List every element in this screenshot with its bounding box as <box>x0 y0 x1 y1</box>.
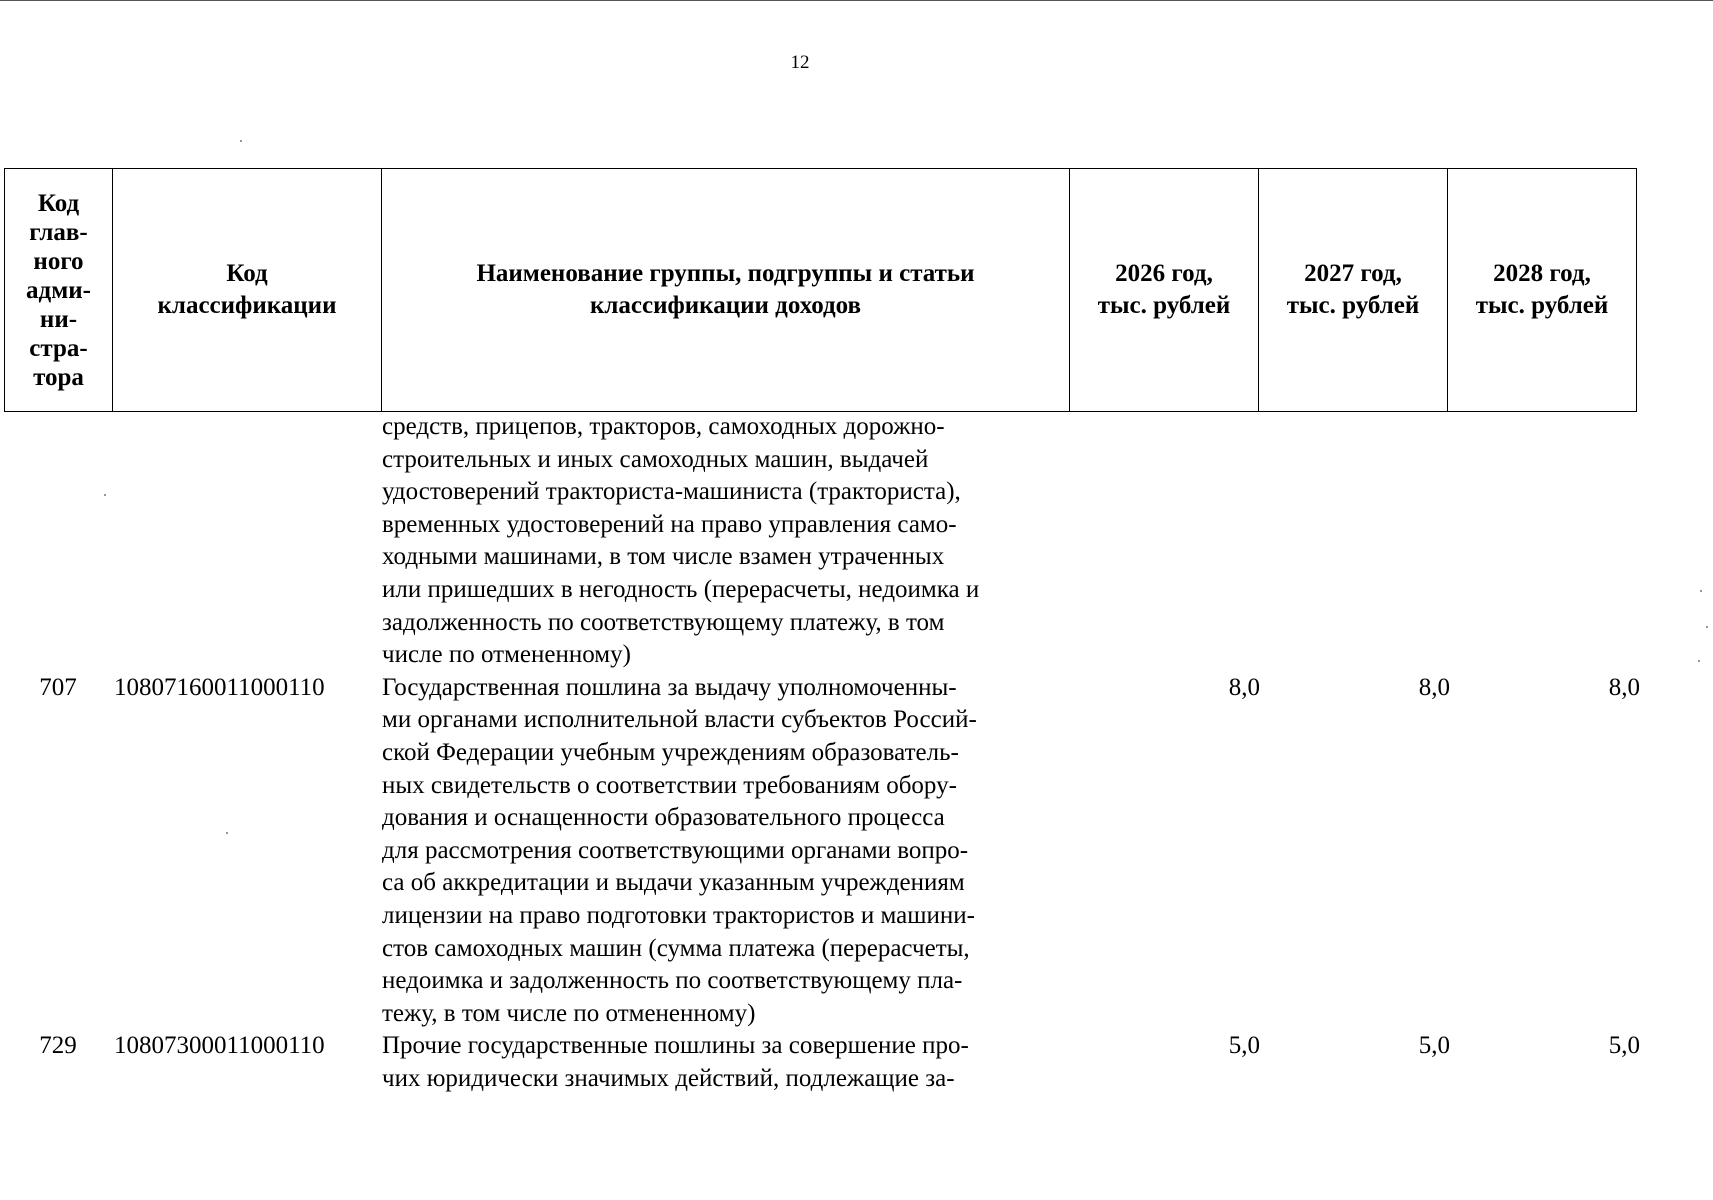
scan-speck <box>1706 626 1708 628</box>
cell-value-2026: 5,0 <box>1228 1032 1260 1060</box>
header-income-name <box>382 169 1070 412</box>
cell-value-2028: 5,0 <box>1608 1032 1640 1060</box>
scan-speck <box>240 140 242 142</box>
header-row <box>5 169 1637 412</box>
table-row <box>0 672 1713 1031</box>
income-name-line: дования и оснащенности образовательного процесса <box>382 804 945 832</box>
income-name-line: Государственная пошлина за выдачу уполномоченны- <box>382 673 957 701</box>
header-admin-code-line: глав- <box>29 218 88 246</box>
scan-speck <box>1698 660 1700 662</box>
income-name-line: лицензии на право подготовки трактористов и машини- <box>382 901 975 929</box>
cell-income-name <box>382 672 1072 1031</box>
income-name-line: стов самоходных машин (сумма платежа (перерасчеты, <box>382 934 970 962</box>
header-year-2027-line: тыс. рублей <box>1286 292 1420 319</box>
header-year-2027-line: 2027 год, <box>1304 260 1402 287</box>
cell-classification-code: 10807160011000110 <box>114 673 325 701</box>
income-name-line: ми органами исполнительной власти субъектов Россий- <box>382 706 977 734</box>
header-admin-code-line: Код <box>37 189 80 217</box>
income-name-line: недоимка и задолженность по соответствующему пла- <box>382 967 963 995</box>
scan-speck <box>1700 590 1702 592</box>
header-classification-code-line: Код <box>226 260 268 287</box>
header-year-2028-line: 2028 год, <box>1493 260 1591 287</box>
cell-value-2027: 5,0 <box>1418 1032 1450 1060</box>
header-year-2026-line: 2026 год, <box>1115 260 1213 287</box>
page-number: 12 <box>790 52 810 73</box>
header-admin-code-line: стра- <box>29 334 88 362</box>
cell-admin-code: 729 <box>39 1032 77 1060</box>
income-name-line: строительных и иных самоходных машин, выдачей <box>382 445 929 473</box>
header-year-2026 <box>1070 169 1259 412</box>
cell-value-2027: 8,0 <box>1418 673 1450 701</box>
header-year-2028-line: тыс. рублей <box>1475 292 1609 319</box>
cell-admin-code: 707 <box>39 673 77 701</box>
header-year-2027 <box>1259 169 1448 412</box>
cell-classification-code: 10807300011000110 <box>114 1032 325 1060</box>
header-admin-code-line: тора <box>33 363 84 391</box>
header-income-name-line: классификации доходов <box>589 292 862 319</box>
income-name-line: чих юридически значимых действий, подлежащие за- <box>382 1064 955 1092</box>
header-classification-code <box>113 169 382 412</box>
income-name-line: для рассмотрения соответствующими органами вопро- <box>382 836 969 864</box>
income-name-line: тежу, в том числе по отмененному) <box>382 999 756 1027</box>
header-income-name-line: Наименование группы, подгруппы и статьи <box>476 260 975 287</box>
cell-income-name <box>382 1030 1072 1095</box>
header-year-2026-line: тыс. рублей <box>1097 292 1231 319</box>
income-name-line: задолженность по соответствующему платежу, в том <box>382 608 945 636</box>
income-name-line: или пришедших в негодность (перерасчеты, недоимка и <box>382 575 980 603</box>
income-name-line: Прочие государственные пошлины за совершение про- <box>382 1032 969 1060</box>
income-name-line: ходными машинами, в том числе взамен утраченных <box>382 543 945 571</box>
table-row <box>0 411 1713 672</box>
scan-speck <box>104 494 106 496</box>
header-admin-code <box>5 169 113 412</box>
header-classification-code-line: классификации <box>157 292 337 319</box>
scan-speck <box>226 832 228 834</box>
header-admin-code-line: ного <box>33 247 84 275</box>
header-admin-code-line: адми- <box>26 276 91 304</box>
header-year-2028 <box>1448 169 1637 412</box>
cell-value-2028: 8,0 <box>1608 673 1640 701</box>
cell-value-2026: 8,0 <box>1228 673 1260 701</box>
income-name-line: средств, прицепов, тракторов, самоходных дорожно- <box>382 413 945 440</box>
table-row <box>0 1030 1713 1095</box>
table-header <box>4 168 1637 412</box>
income-name-line: ской Федерации учебным учреждениям образователь- <box>382 738 959 766</box>
income-name-line: временных удостоверений на право управления само- <box>382 510 957 538</box>
table-body <box>0 411 1713 1095</box>
income-name-line: числе по отмененному) <box>382 641 631 669</box>
page-top-edge <box>0 0 1713 1</box>
income-name-line: удостоверений тракториста-машиниста (тракториста), <box>382 478 961 506</box>
income-name-line: са об аккредитации и выдачи указанным учреждениям <box>382 869 965 897</box>
header-admin-code-line: ни- <box>39 305 78 333</box>
cell-income-name <box>382 411 1072 672</box>
income-name-line: ных свидетельств о соответствии требованиям обору- <box>382 771 957 799</box>
